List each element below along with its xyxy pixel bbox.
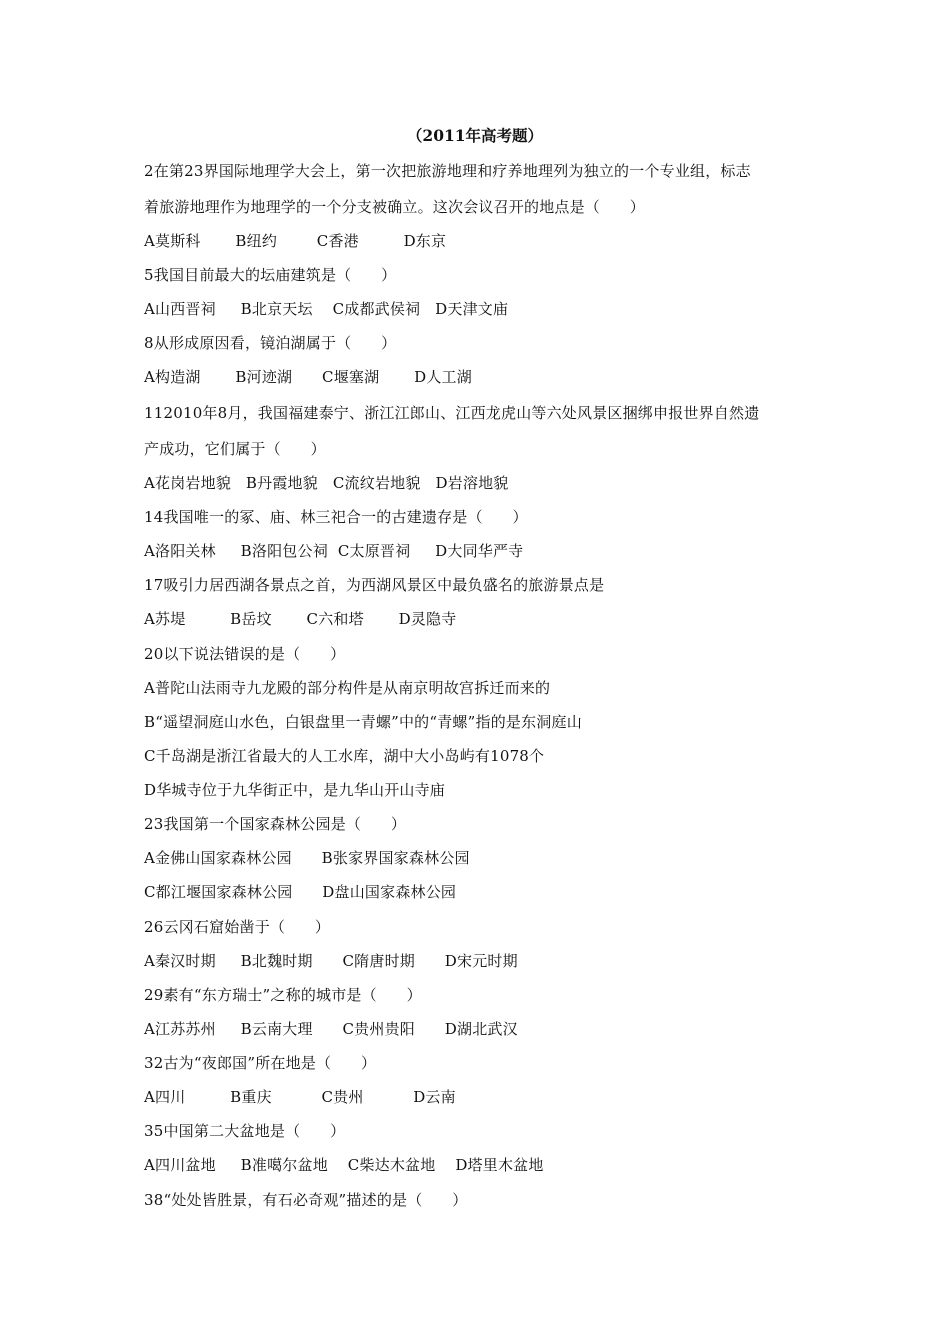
page-title: （2011年高考题） (406, 126, 544, 145)
question-14-options: A洛阳关林 B洛阳包公祠 C太原晋祠 D大同华严寺 (144, 542, 524, 560)
question-20-option-c: C千岛湖是浙江省最大的人工水库，湖中大小岛屿有1078个 (144, 747, 545, 765)
question-5: 5我国目前最大的坛庙建筑是（ ） (144, 266, 397, 284)
question-20-option-a: A普陀山法雨寺九龙殿的部分构件是从南京明故宫拆迁而来的 (144, 679, 551, 697)
question-29-options: A江苏苏州 B云南大理 C贵州贵阳 D湖北武汉 (144, 1020, 518, 1038)
question-5-options: A山西晋祠 B北京天坛 C成都武侯祠 D天津文庙 (144, 300, 509, 318)
question-20: 20以下说法错误的是（ ） (144, 645, 346, 663)
question-2-line-2: 着旅游地理作为地理学的一个分支被确立。这次会议召开的地点是（ ） (144, 198, 646, 216)
question-26: 26云冈石窟始凿于（ ） (144, 918, 331, 936)
question-20-option-d: D华城寺位于九华街正中，是九华山开山寺庙 (144, 781, 446, 799)
question-23: 23我国第一个国家森林公园是（ ） (144, 815, 407, 833)
question-11-options: A花岗岩地貌 B丹霞地貌 C流纹岩地貌 D岩溶地貌 (144, 474, 509, 492)
question-32: 32古为“夜郎国”所在地是（ ） (144, 1054, 377, 1072)
question-8: 8从形成原因看，镜泊湖属于（ ） (144, 334, 397, 352)
question-2-line-1: 2在第23界国际地理学大会上，第一次把旅游地理和疗养地理列为独立的一个专业组，标志 (144, 162, 751, 180)
question-11-line-2: 产成功，它们属于（ ） (144, 440, 326, 458)
question-35: 35中国第二大盆地是（ ） (144, 1122, 346, 1140)
question-23-options-cd: C都江堰国家森林公园 D盘山国家森林公园 (144, 883, 457, 901)
question-2-options: A莫斯科 B纽约 C香港 D东京 (144, 232, 447, 250)
question-26-options: A秦汉时期 B北魏时期 C隋唐时期 D宋元时期 (144, 952, 518, 970)
question-35-options: A四川盆地 B准噶尔盆地 C柴达木盆地 D塔里木盆地 (144, 1156, 544, 1174)
question-11-line-1: 112010年8月，我国福建泰宁、浙江江郎山、江西龙虎山等六处风景区捆绑申报世界自然遗 (144, 404, 760, 422)
question-38: 38“处处皆胜景，有石必奇观”描述的是（ ） (144, 1191, 468, 1209)
question-23-options-ab: A金佛山国家森林公园 B张家界国家森林公园 (144, 849, 470, 867)
question-20-option-b: B“遥望洞庭山水色，白银盘里一青螺”中的“青螺”指的是东洞庭山 (144, 713, 582, 731)
question-8-options: A构造湖 B河迹湖 C堰塞湖 D人工湖 (144, 368, 472, 386)
question-29: 29素有“东方瑞士”之称的城市是（ ） (144, 986, 422, 1004)
question-17-options: A苏堤 B岳坟 C六和塔 D灵隐寺 (144, 610, 457, 628)
question-14: 14我国唯一的冢、庙、林三祀合一的古建遗存是（ ） (144, 508, 528, 526)
question-17: 17吸引力居西湖各景点之首，为西湖风景区中最负盛名的旅游景点是 (144, 576, 605, 594)
question-32-options: A四川 B重庆 C贵州 D云南 (144, 1088, 456, 1106)
